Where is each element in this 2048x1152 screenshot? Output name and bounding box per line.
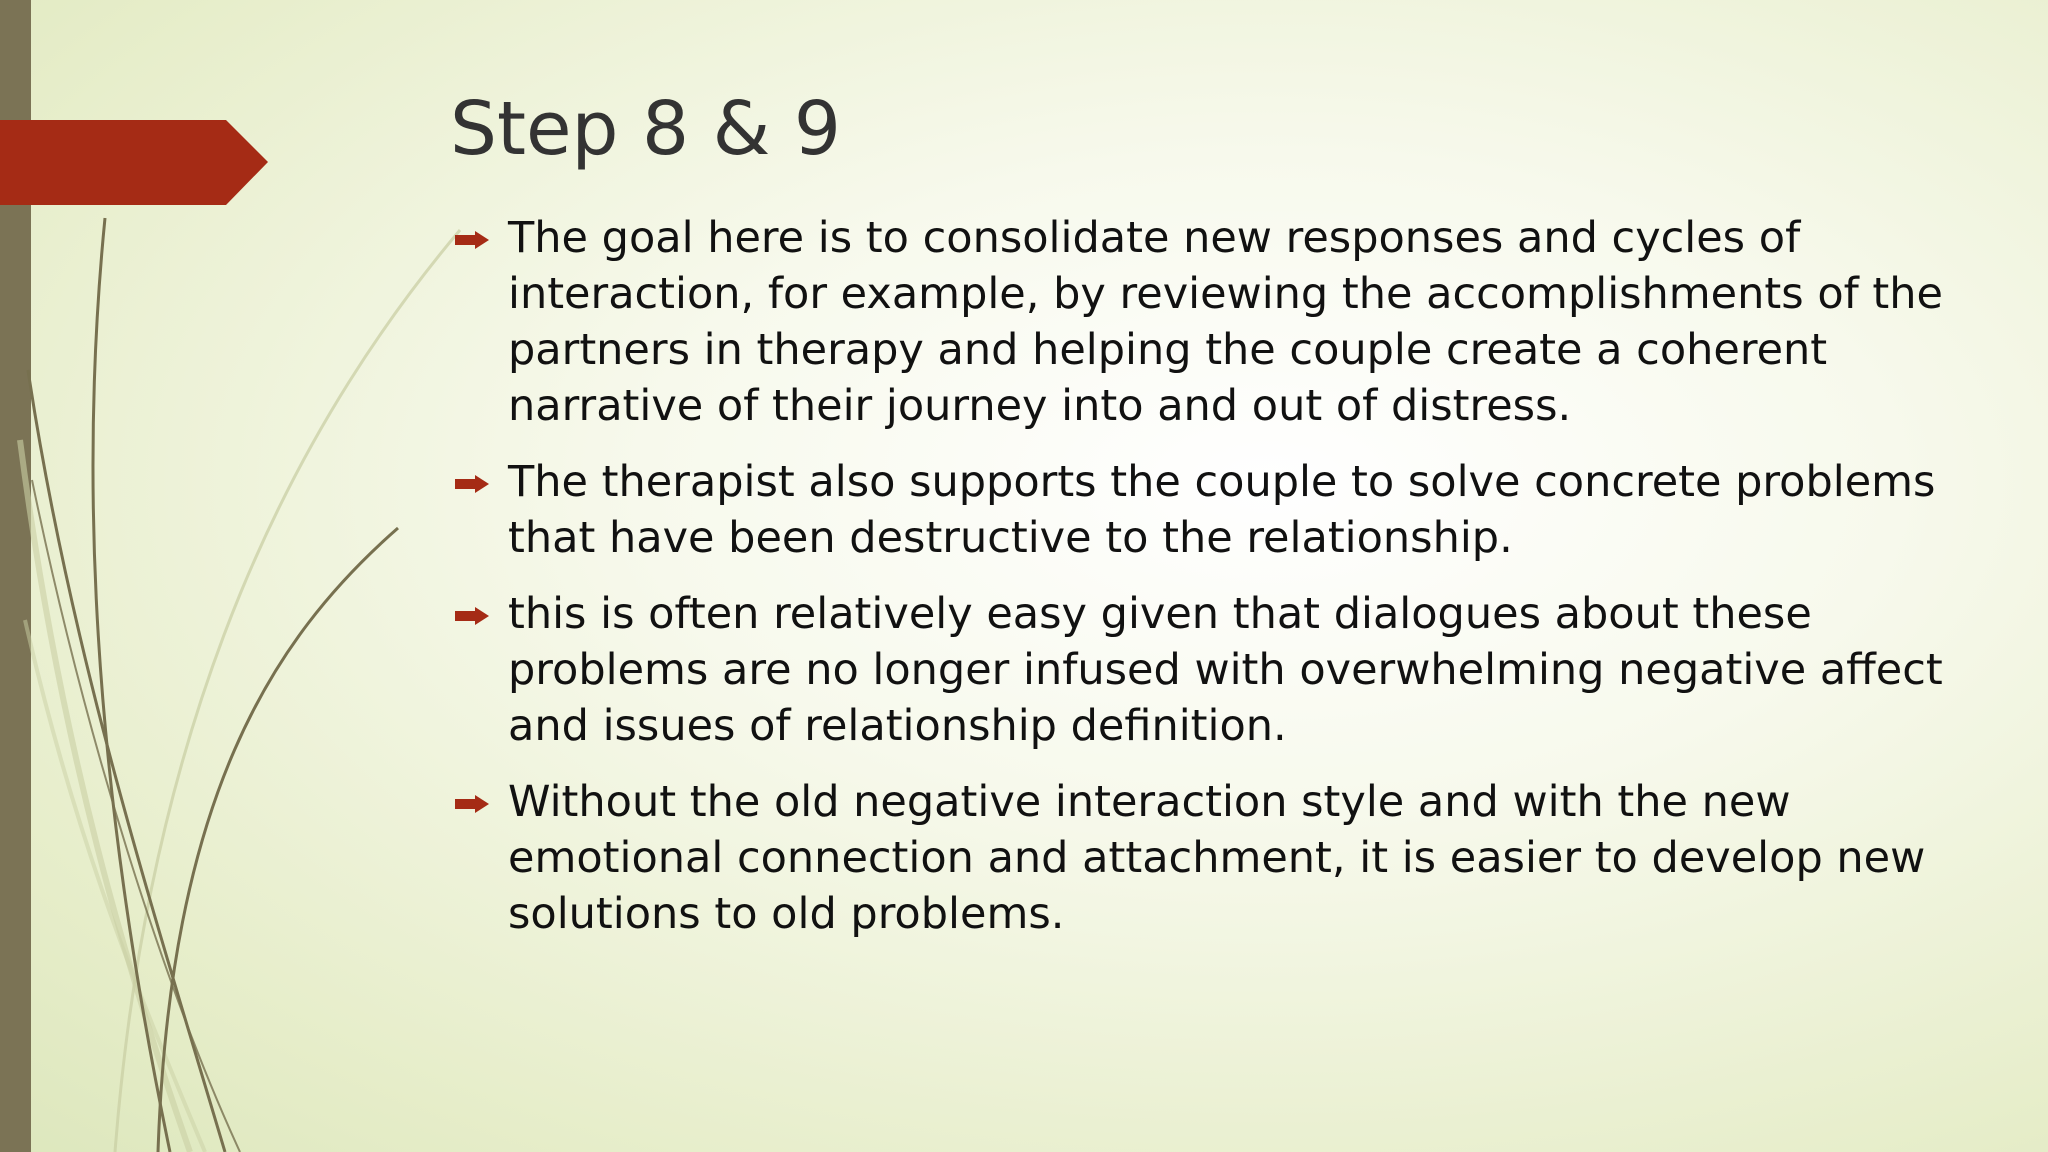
bullet-item bbox=[450, 586, 1950, 754]
bullet-text: this is often relatively easy given that dialogues about these problems are no longer infused with overwhelming negative affect and issues of relationship definition. bbox=[508, 589, 1943, 751]
bullet-item bbox=[450, 774, 1950, 942]
arrow-right-icon bbox=[455, 231, 489, 249]
bullet-list bbox=[450, 210, 1950, 962]
bullet-item bbox=[450, 210, 1950, 434]
bullet-text: Without the old negative interaction style and with the new emotional connection and attachment, it is easier to develop new solutions to old problems. bbox=[508, 777, 1926, 939]
title-flag-arrow bbox=[0, 120, 268, 205]
arrow-right-icon bbox=[455, 475, 489, 493]
slide-title: Step 8 & 9 bbox=[450, 86, 841, 172]
bullet-text: The therapist also supports the couple to solve concrete problems that have been destructive to the relationship. bbox=[508, 457, 1936, 563]
arrow-right-icon bbox=[455, 795, 489, 813]
arrow-right-icon bbox=[455, 607, 489, 625]
bullet-text: The goal here is to consolidate new responses and cycles of interaction, for example, by reviewing the accomplishments of the partners in therapy and helping the couple create a coherent narrative of their journey into and out of distress. bbox=[508, 213, 1943, 431]
left-accent-bar bbox=[0, 0, 31, 1152]
bullet-item bbox=[450, 454, 1950, 566]
